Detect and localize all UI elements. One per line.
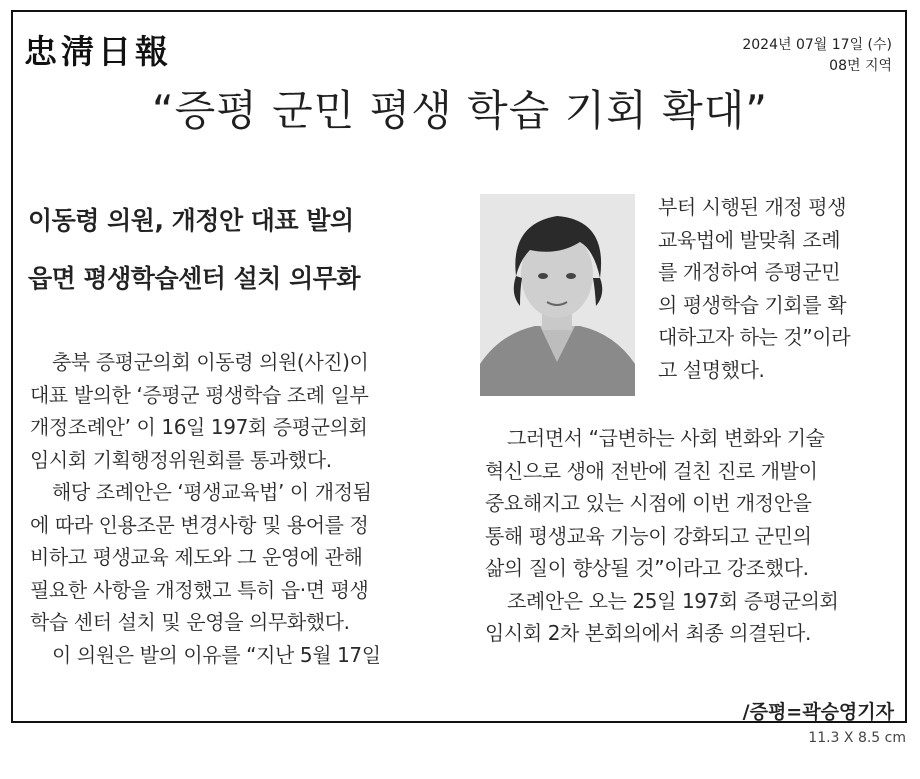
body-line: 조례안은 오는 25일 197회 증평군의회 xyxy=(507,588,839,613)
article-right-top-column xyxy=(658,191,898,386)
body-line: 삶의 질이 향상될 것”이라고 강조했다. xyxy=(485,556,809,580)
body-line: 교육법에 발맞춰 조례 xyxy=(658,227,841,252)
body-line: 의 평생학습 기회를 확 xyxy=(658,292,847,317)
body-line: 필요한 사항을 개정했고 특히 읍·면 평생 xyxy=(30,577,369,602)
article-headline: “증평 군민 평생 학습 기회 확대” xyxy=(151,86,769,135)
reporter-byline: /증평=곽승영기자 xyxy=(742,701,894,723)
newspaper-masthead: 忠淸日報 xyxy=(24,32,172,71)
body-line: 학습 센터 설치 및 운영을 의무화했다. xyxy=(30,610,350,634)
body-line: 해당 조례안은 ‘평생교육법’ 이 개정됨 xyxy=(52,480,372,504)
body-line: 이 의원은 발의 이유를 “지난 5월 17일 xyxy=(52,642,381,667)
article-subhead-2: 읍면 평생학습센터 설치 의무화 xyxy=(28,264,361,293)
article-right-column xyxy=(485,422,900,650)
clipping-size-note: 11.3 X 8.5 cm xyxy=(808,730,906,746)
body-line: 를 개정하여 증평군민 xyxy=(658,260,841,284)
body-line: 중요해지고 있는 시점에 이번 개정안을 xyxy=(485,491,812,515)
body-line: 고 설명했다. xyxy=(658,357,765,382)
body-line: 부터 시행된 개정 평생 xyxy=(658,195,847,219)
article-subhead-1: 이동령 의원, 개정안 대표 발의 xyxy=(28,206,354,235)
page-section: 08면 지역 xyxy=(829,58,892,74)
portrait-icon xyxy=(480,194,635,396)
body-line: 혁신으로 생애 전반에 걸친 진로 개발이 xyxy=(485,458,818,483)
publication-date: 2024년 07월 17일 (수) xyxy=(742,37,892,53)
body-line: 충북 증평군의회 이동령 의원(사진)이 xyxy=(52,350,369,374)
councilor-photo xyxy=(480,194,635,396)
body-line: 그러면서 “급변하는 사회 변화와 기술 xyxy=(507,426,825,450)
body-line: 에 따라 인용조문 변경사항 및 용어를 정 xyxy=(30,512,369,537)
body-line: 임시회 기획행정위원회를 통과했다. xyxy=(30,447,332,472)
body-line: 대표 발의한 ‘증평군 평생학습 조례 일부 xyxy=(30,382,369,407)
body-line: 비하고 평생교육 제도와 그 운영에 관해 xyxy=(30,545,363,569)
article-left-column xyxy=(30,346,460,671)
body-line: 임시회 2차 본회의에서 최종 의결된다. xyxy=(485,621,811,645)
body-line: 통해 평생교육 기능이 강화되고 군민의 xyxy=(485,523,812,548)
body-line: 대하고자 하는 것”이라 xyxy=(658,325,851,349)
body-line: 개정조례안’ 이 16일 197회 증평군의회 xyxy=(30,415,368,439)
date-block xyxy=(742,35,892,77)
